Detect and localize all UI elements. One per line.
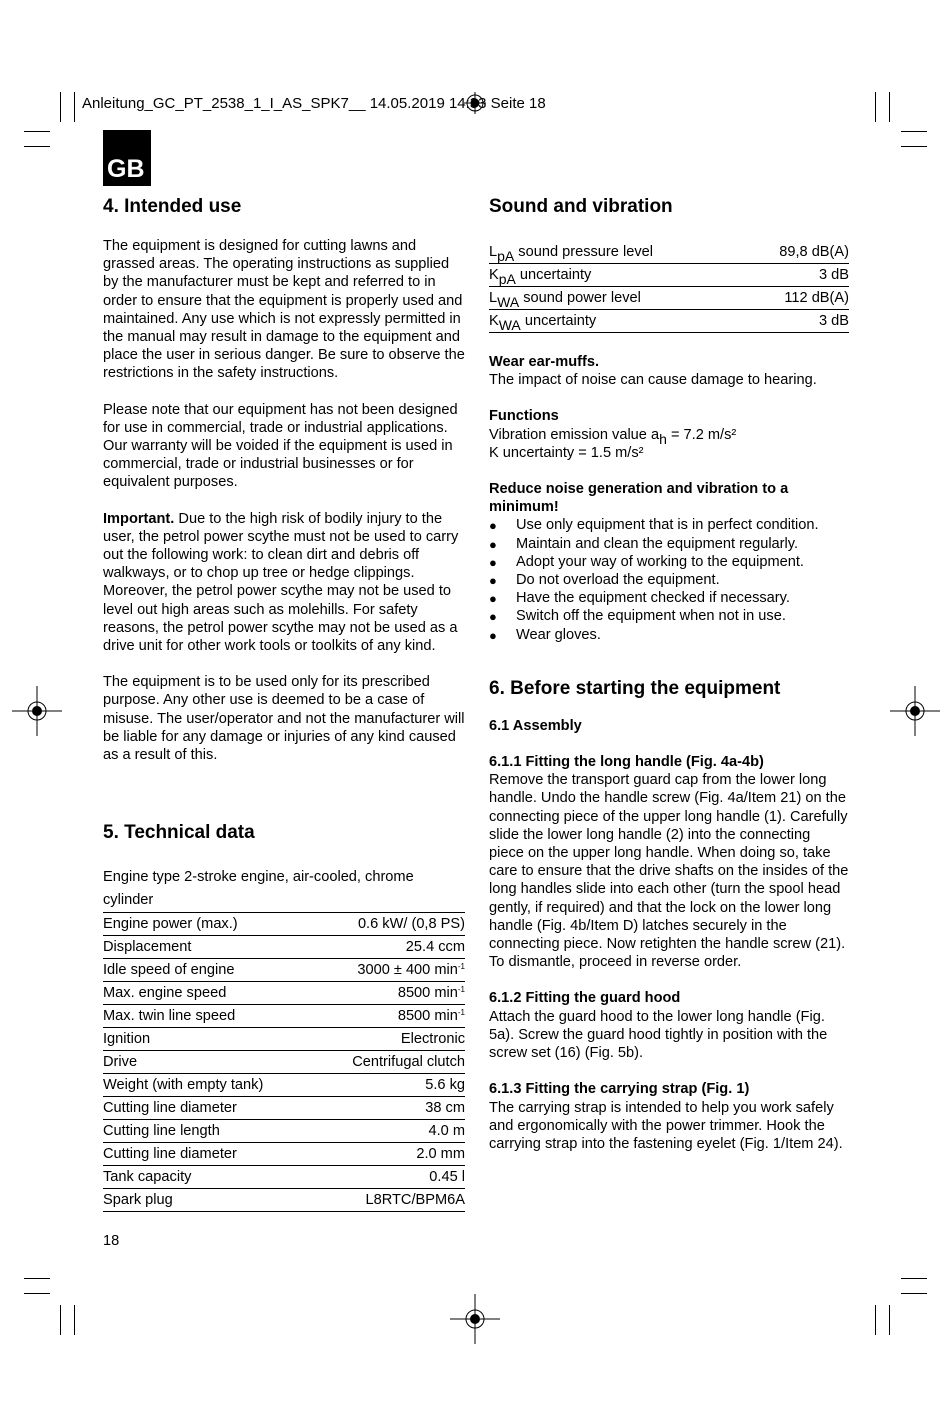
spec-value-text: 25.4 ccm [405, 939, 465, 955]
paragraph-text: Due to the high risk of bodily injury to the user, the petrol power scythe must not be used to carry out the following work: to clean dirt and debris off walkways, or to chop up tree or hedge clippings. Moreover, the petrol power scythe may not be used to level out high areas such as molehills. For safety reasons, the petrol power scythe may not be used as a drive unit for other work tools or toolkits of any kind. [103, 510, 459, 655]
spec-label: Max. twin line speed [103, 1005, 316, 1028]
sound-symbol: L [489, 290, 498, 306]
spec-value [316, 1120, 465, 1143]
sound-symbol-subscript: pA [498, 271, 516, 287]
spec-value [316, 1028, 465, 1051]
registration-mark-icon [890, 686, 940, 736]
spec-value-text: 4.0 m [428, 1123, 465, 1139]
functions-heading: Functions [489, 408, 559, 425]
spec-row [103, 1189, 465, 1212]
spec-label: Engine power (max.) [103, 913, 316, 936]
technical-data-section [103, 821, 465, 1212]
language-tab-label: GB [107, 155, 145, 183]
spec-value-text: L8RTC/BPM6A [365, 1192, 465, 1208]
paragraph: Attach the guard hood to the lower long handle (Fig. 5a). Screw the guard hood tightly in position with the screw set (16) (Fig. 5b). [489, 1008, 828, 1062]
sound-row [489, 241, 849, 264]
sound-label [489, 241, 742, 264]
page-number: 18 [103, 1233, 120, 1249]
registration-mark-icon [450, 1294, 500, 1344]
spec-value [316, 1051, 465, 1074]
spec-value-exponent: -1 [457, 962, 465, 971]
section-title-intended-use: 4. Intended use [103, 196, 242, 217]
spec-row [103, 1005, 465, 1028]
bullet-item: ● Maintain and clean the equipment regularly. [489, 535, 849, 553]
guard-hood-heading: 6.1.2 Fitting the guard hood [489, 990, 681, 1007]
sound-symbol-subscript: WA [498, 317, 521, 333]
vibration-subscript: h [659, 430, 667, 447]
spec-row [103, 1166, 465, 1189]
crop-mark [24, 146, 50, 147]
crop-mark [24, 1293, 50, 1294]
spec-value-text: Electronic [400, 1031, 465, 1047]
spec-value-text: 0.6 kW/ (0,8 PS) [357, 916, 465, 932]
bullet-list [489, 516, 849, 643]
spec-label: Cutting line length [103, 1120, 316, 1143]
spec-value-text: 2.0 mm [416, 1146, 465, 1162]
bullet-item: ● Use only equipment that is in perfect condition. [489, 516, 849, 534]
spec-row [103, 1028, 465, 1051]
spec-value [316, 1097, 465, 1120]
section-title-before-starting: 6. Before starting the equipment [489, 677, 781, 699]
spec-row [103, 982, 465, 1005]
paragraph [103, 510, 465, 656]
language-tab [103, 130, 151, 186]
spec-value-text: 8500 min [397, 985, 458, 1001]
spec-table [103, 912, 465, 1212]
spec-value [316, 936, 465, 959]
spec-value [316, 1166, 465, 1189]
crop-mark [901, 1278, 927, 1279]
spec-value-text: 3000 ± 400 min [357, 962, 458, 978]
spec-value [316, 1074, 465, 1097]
sound-value: 3 dB [742, 310, 849, 333]
sound-label [489, 310, 742, 333]
paragraph: The equipment is to be used only for its prescribed purpose. Any other use is deemed to be a case of misuse. The user/operator and not the manufacturer will be liable for any damage or injuries of any kind caused as a result of this. [103, 674, 465, 764]
bullet-item: ● Adopt your way of working to the equipment. [489, 553, 849, 571]
spec-value-text: 8500 min [397, 1008, 458, 1024]
spec-row [103, 1097, 465, 1120]
sound-symbol: L [489, 244, 498, 260]
sound-label [489, 264, 742, 287]
spec-row [103, 936, 465, 959]
sound-symbol: K [489, 267, 499, 283]
spec-value [316, 982, 465, 1005]
spec-value-exponent: -1 [457, 1008, 465, 1017]
spec-value [316, 1189, 465, 1212]
spec-label: Cutting line diameter [103, 1143, 316, 1166]
crop-mark [60, 1305, 61, 1335]
spec-row [103, 913, 465, 936]
paragraph: The equipment is designed for cutting lawns and grassed areas. The operating instructions as supplied by the manufacturer must be kept and referred to in order to ensure that the equipment is properly used and maintained. Any use which is not expressly permitted in the manual may result in damage to the equipment and place the user in serious danger. Be sure to observe the restrictions in the safety instructions. [103, 238, 465, 382]
spec-label: Drive [103, 1051, 316, 1074]
sound-row [489, 264, 849, 287]
sound-row [489, 287, 849, 310]
registration-mark-icon [12, 686, 62, 736]
sound-value: 112 dB(A) [742, 287, 849, 310]
vibration-number: = 7.2 m/s² [666, 426, 737, 443]
crop-mark [60, 92, 61, 122]
spec-row [103, 1074, 465, 1097]
sound-label-text: uncertainty [515, 267, 592, 283]
paragraph: The carrying strap is intended to help you work safely and ergonomically with the power trimmer. Hook the carrying strap into the fastening eyelet (Fig. 1/Item 24). [489, 1099, 843, 1152]
important-label: Important. [103, 510, 175, 527]
paragraph: Please note that our equipment has not been designed for use in commercial, trade or industrial applications. Our warranty will be voided if the equipment is used in commercial, trade or industrial businesses or for equivalent purposes. [103, 401, 458, 491]
bullet-item: ● Do not overload the equipment. [489, 571, 849, 589]
spec-value-text: 38 cm [425, 1100, 465, 1116]
reduce-heading: Reduce noise generation and vibration to a minimum! [489, 481, 789, 516]
bullet-item: ● Have the equipment checked if necessary. [489, 589, 849, 607]
spec-row [103, 1143, 465, 1166]
bullet-item: ● Switch off the equipment when not in use. [489, 607, 849, 625]
sound-label-text: sound power level [519, 290, 641, 306]
carrying-strap-heading: 6.1.3 Fitting the carrying strap (Fig. 1) [489, 1081, 750, 1098]
crop-mark [24, 1278, 50, 1279]
spec-value-text: 0.45 l [429, 1169, 465, 1185]
spec-row [103, 959, 465, 982]
assembly-heading: 6.1 Assembly [489, 717, 582, 734]
spec-row [103, 1051, 465, 1074]
crop-mark [875, 92, 876, 122]
crop-mark [901, 1293, 927, 1294]
spec-value [316, 913, 465, 936]
sound-row [489, 310, 849, 333]
crop-mark [74, 92, 75, 122]
sound-value: 89,8 dB(A) [742, 241, 849, 264]
crop-mark [901, 146, 927, 147]
sound-symbol-subscript: WA [497, 294, 520, 310]
spec-label: Displacement [103, 936, 316, 959]
paragraph: The impact of noise can cause damage to hearing. [489, 372, 817, 389]
paragraph: Remove the transport guard cap from the lower long handle. Undo the handle screw (Fig. 4a/Item 21) on the connecting piece of the upper long handle (1). Carefully slide the lower long handle (2) into the connecting piece on the upper long handle. When doing so, take care to ensure that the drive shafts on the insides of the long handles slide into each other (turn the spool head gently, if required) and that the lock on the lower long handle (Fig. 4b/Item D) latches securely in the connecting piece. Now retighten the handle screw (21). To dismantle, proceed in reverse order. [489, 772, 849, 971]
spec-label: Max. engine speed [103, 982, 316, 1005]
spec-label: Cutting line diameter [103, 1097, 316, 1120]
running-header: Anleitung_GC_PT_2538_1_I_AS_SPK7__ 14.05.2019 14:33 Seite 18 [82, 95, 546, 112]
sound-symbol-subscript: pA [497, 248, 515, 264]
spec-row [103, 1120, 465, 1143]
section-title-sound-vibration: Sound and vibration [489, 196, 673, 217]
vibration-value [489, 426, 849, 447]
sound-table [489, 241, 849, 333]
spec-label: Ignition [103, 1028, 316, 1051]
crop-mark [24, 131, 50, 132]
sound-value: 3 dB [742, 264, 849, 287]
spec-value [316, 959, 465, 982]
long-handle-heading: 6.1.1 Fitting the long handle (Fig. 4a-4b) [489, 754, 764, 771]
spec-label: Tank capacity [103, 1166, 316, 1189]
spec-value [316, 1005, 465, 1028]
spec-value-text: Centrifugal clutch [352, 1054, 465, 1070]
crop-mark [901, 131, 927, 132]
section-title-technical-data: 5. Technical data [103, 822, 255, 843]
sound-label [489, 287, 742, 310]
spec-label: Idle speed of engine [103, 959, 316, 982]
crop-mark [74, 1305, 75, 1335]
spec-value-exponent: -1 [457, 985, 465, 994]
bullet-item: ● Wear gloves. [489, 626, 849, 644]
spec-value [316, 1143, 465, 1166]
vibration-label: Vibration emission value a [489, 426, 660, 443]
crop-mark [875, 1305, 876, 1335]
sound-symbol: K [489, 313, 499, 329]
right-column [489, 195, 849, 1153]
earmuffs-heading: Wear ear-muffs. [489, 354, 600, 370]
k-uncertainty: K uncertainty = 1.5 m/s² [489, 444, 644, 461]
sound-label-text: uncertainty [520, 313, 597, 329]
engine-type: Engine type 2-stroke engine, air-cooled, chrome cylinder [103, 869, 414, 908]
left-column [103, 195, 465, 764]
crop-mark [889, 92, 890, 122]
spec-label: Weight (with empty tank) [103, 1074, 316, 1097]
spec-value-text: 5.6 kg [425, 1077, 465, 1093]
sound-label-text: sound pressure level [514, 244, 653, 260]
spec-label: Spark plug [103, 1189, 316, 1212]
crop-mark [889, 1305, 890, 1335]
